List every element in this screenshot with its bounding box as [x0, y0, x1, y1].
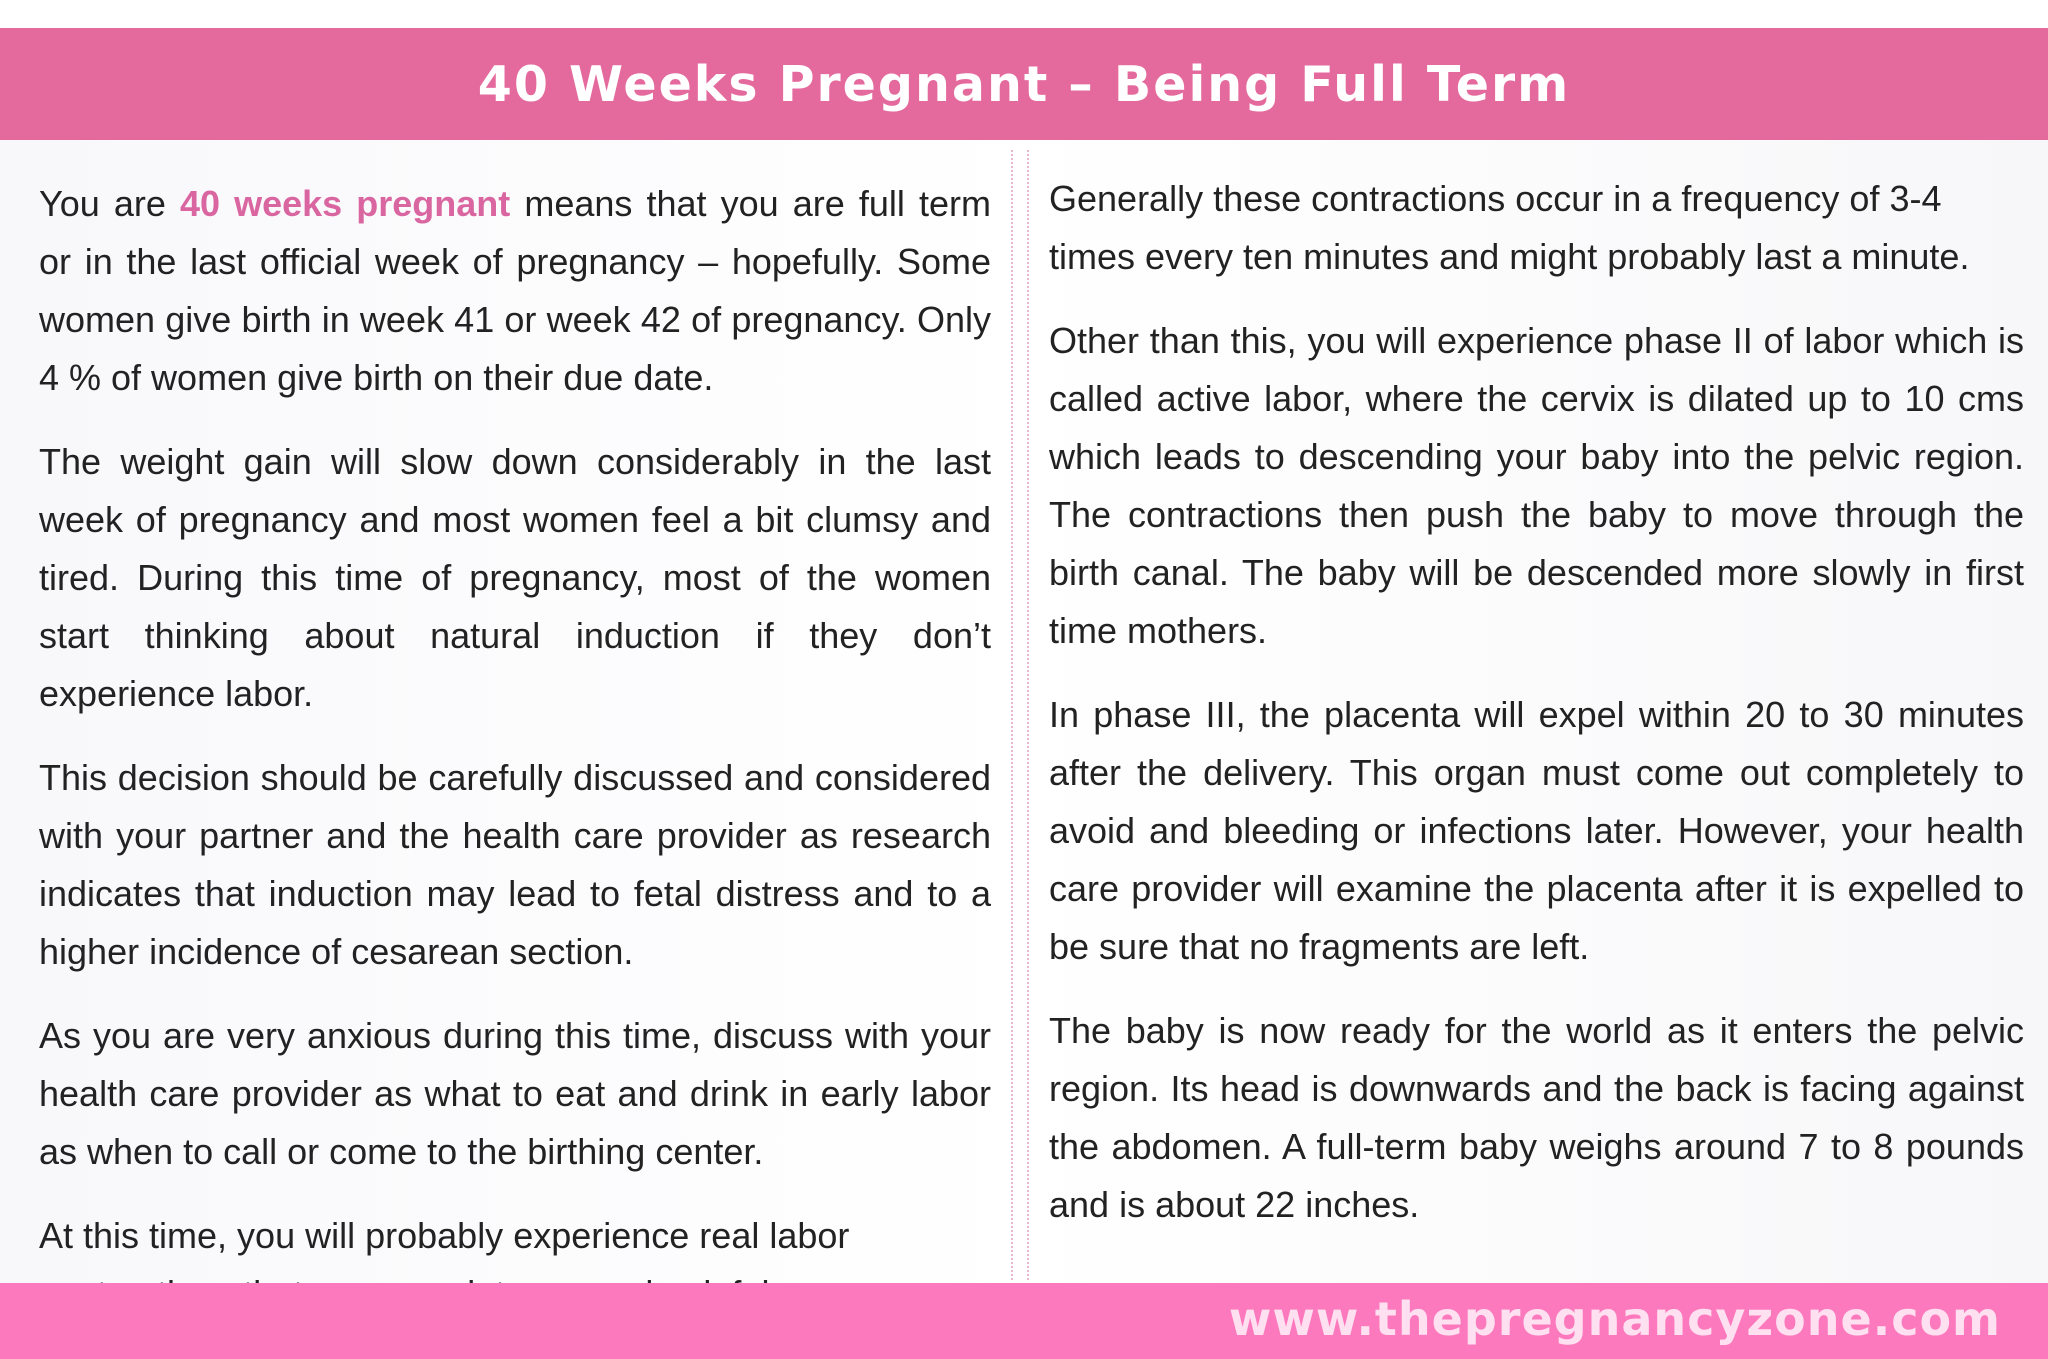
left-paragraph-1-prefix: You are [39, 183, 180, 224]
right-paragraph-4: The baby is now ready for the world as it enters the pelvic region. Its head is downwards and the back is facing against the abdomen. A full-term baby weighs around 7 to 8 pounds and is about 22 inches. [1049, 1010, 2024, 1225]
right-paragraph-3: In phase III, the placenta will expel within 20 to 30 minutes after the delivery. This organ must come out completely to avoid and bleeding or infections later. However, your health care provider will examine the placenta after it is expelled to be sure that no fragments are left. [1049, 694, 2024, 967]
left-paragraph-3: This decision should be carefully discussed and considered with your partner and the health care provider as research indicates that induction may lead to fetal distress and to a higher incidence of cesarean section. [39, 757, 991, 972]
left-column [39, 175, 991, 1349]
left-paragraph-2: The weight gain will slow down considerably in the last week of pregnancy and most women feel a bit clumsy and tired. During this time of pregnancy, most of the women start thinking about natural induction if they don’t experience labor. [39, 441, 991, 714]
page-title: 40 Weeks Pregnant – Being Full Term [477, 55, 1571, 113]
column-divider-right [1027, 150, 1029, 1280]
right-paragraph-1: Generally these contractions occur in a frequency of 3-4 times every ten minutes and might probably last a minute. [1049, 178, 1970, 277]
highlight-term: 40 weeks pregnant [179, 183, 511, 224]
right-column [1049, 170, 2024, 1260]
header-banner [0, 28, 2048, 140]
left-paragraph-1-rest: means that you are full term or in the last official week of pregnancy – hopefully. Some women give birth in week 41 or week 42 of pregnancy. Only 4 % of women give birth on their due date. [39, 183, 991, 398]
left-paragraph-4: As you are very anxious during this time, discuss with your health care provider as what to eat and drink in early labor as when to call or come to the birthing center. [39, 1015, 991, 1172]
left-paragraph-5: At this time, you will probably experience real labor [39, 1215, 850, 1256]
left-paragraph-1 [39, 175, 991, 407]
website-url: www.thepregnancyzone.com [1228, 1292, 2001, 1346]
right-paragraph-2: Other than this, you will experience phase II of labor which is called active labor, where the cervix is dilated up to 10 cms which leads to descending your baby into the pelvic region. The contractions then push the baby to move through the birth canal. The baby will be descended more slowly in first time mothers. [1049, 320, 2024, 651]
column-divider-left [1011, 150, 1013, 1280]
